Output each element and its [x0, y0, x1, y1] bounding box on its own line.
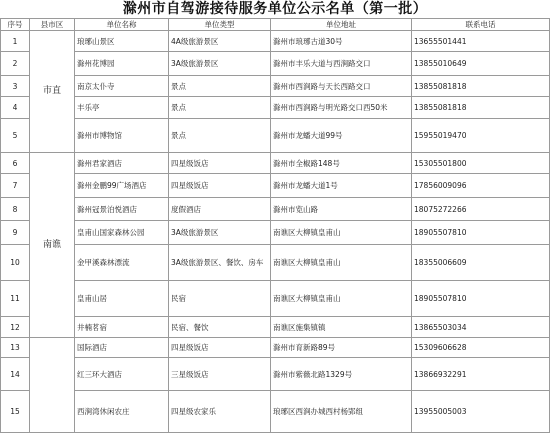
unit-name: 滁州金鹏99广场酒店 — [75, 174, 169, 198]
unit-name: 滁州花博园 — [75, 52, 169, 76]
table-row — [1, 97, 550, 119]
row-no: 11 — [1, 281, 30, 317]
table-row — [1, 119, 550, 153]
unit-address: 南谯区大柳镇皇甫山 — [271, 245, 412, 281]
header-address: 单位地址 — [271, 19, 412, 31]
unit-type: 四星级农家乐 — [169, 391, 271, 433]
unit-name: 滁州市博物馆 — [75, 119, 169, 153]
unit-phone: 15309606628 — [412, 338, 550, 358]
table-row — [1, 52, 550, 76]
row-no: 4 — [1, 97, 30, 119]
unit-address: 滁州市龙蟠大道1号 — [271, 174, 412, 198]
unit-address: 滁州市西涧路与天长西路交口 — [271, 76, 412, 97]
unit-name: 滁州冠景泊悦酒店 — [75, 198, 169, 221]
unit-type: 民宿 — [169, 281, 271, 317]
unit-phone: 15305501800 — [412, 153, 550, 174]
unit-type: 民宿、餐饮 — [169, 317, 271, 338]
district-cell: 市直 — [30, 31, 75, 153]
table-row — [1, 174, 550, 198]
row-no: 6 — [1, 153, 30, 174]
row-no: 8 — [1, 198, 30, 221]
table-row — [1, 198, 550, 221]
unit-name: 皇甫山国家森林公园 — [75, 221, 169, 245]
unit-phone: 17856009096 — [412, 174, 550, 198]
table-row — [1, 338, 550, 358]
row-no: 14 — [1, 358, 30, 391]
unit-name: 丰乐亭 — [75, 97, 169, 119]
unit-address: 滁州市育新路89号 — [271, 338, 412, 358]
header-district: 县市区 — [30, 19, 75, 31]
unit-address: 南谯区大柳镇皇甫山 — [271, 281, 412, 317]
unit-type: 4A级旅游景区 — [169, 31, 271, 52]
unit-name: 皇甫山居 — [75, 281, 169, 317]
row-no: 2 — [1, 52, 30, 76]
table-row — [1, 31, 550, 52]
unit-type: 景点 — [169, 76, 271, 97]
unit-phone: 18075272266 — [412, 198, 550, 221]
unit-type: 四星级饭店 — [169, 153, 271, 174]
table-row — [1, 76, 550, 97]
table-row — [1, 317, 550, 338]
unit-phone: 13865503034 — [412, 317, 550, 338]
unit-type: 3A级旅游景区 — [169, 221, 271, 245]
unit-phone: 13855081818 — [412, 97, 550, 119]
row-no: 9 — [1, 221, 30, 245]
unit-type: 3A级旅游景区 — [169, 52, 271, 76]
table-row — [1, 245, 550, 281]
district-cell: 南谯 — [30, 153, 75, 338]
row-no: 13 — [1, 338, 30, 358]
unit-type: 度假酒店 — [169, 198, 271, 221]
row-no: 15 — [1, 391, 30, 433]
district-cell — [30, 338, 75, 433]
table-row — [1, 153, 550, 174]
unit-name: 国际酒店 — [75, 338, 169, 358]
header-type: 单位类型 — [169, 19, 271, 31]
page-title: 滁州市自驾游接待服务单位公示名单（第一批） — [122, 1, 428, 17]
unit-name: 金甲溪森林漂流 — [75, 245, 169, 281]
unit-type: 景点 — [169, 97, 271, 119]
unit-name: 井楠茗宿 — [75, 317, 169, 338]
table-header-row — [1, 19, 550, 31]
unit-address: 滁州市琅琊古道30号 — [271, 31, 412, 52]
unit-address: 滁州市紫薇北路1329号 — [271, 358, 412, 391]
unit-phone: 18905507810 — [412, 221, 550, 245]
unit-name: 滁州君家酒店 — [75, 153, 169, 174]
header-phone: 联系电话 — [412, 19, 550, 31]
unit-type: 四星级饭店 — [169, 174, 271, 198]
unit-address: 滁州市丰乐大道与西涧路交口 — [271, 52, 412, 76]
unit-phone: 13955005003 — [412, 391, 550, 433]
unit-name: 琅琊山景区 — [75, 31, 169, 52]
unit-type: 三星级饭店 — [169, 358, 271, 391]
unit-type: 3A级旅游景区、餐饮、房车 — [169, 245, 271, 281]
unit-name: 西涧湾休闲农庄 — [75, 391, 169, 433]
table-row — [1, 391, 550, 433]
unit-name: 南京太仆寺 — [75, 76, 169, 97]
table-row — [1, 221, 550, 245]
unit-phone: 15955019470 — [412, 119, 550, 153]
unit-address: 滁州市全椒路148号 — [271, 153, 412, 174]
unit-table — [0, 18, 550, 433]
table-row — [1, 281, 550, 317]
unit-address: 南谯区大柳镇皇甫山 — [271, 221, 412, 245]
unit-type: 四星级饭店 — [169, 338, 271, 358]
unit-phone: 13866932291 — [412, 358, 550, 391]
row-no: 10 — [1, 245, 30, 281]
row-no: 5 — [1, 119, 30, 153]
row-no: 12 — [1, 317, 30, 338]
header-name: 单位名称 — [75, 19, 169, 31]
unit-type: 景点 — [169, 119, 271, 153]
row-no: 1 — [1, 31, 30, 52]
unit-address: 滁州市西涧路与明光路交口西50米 — [271, 97, 412, 119]
table-row — [1, 358, 550, 391]
unit-name: 红三环大酒店 — [75, 358, 169, 391]
unit-phone: 13655501441 — [412, 31, 550, 52]
unit-address: 滁州市览山路 — [271, 198, 412, 221]
unit-address: 滁州市龙蟠大道99号 — [271, 119, 412, 153]
unit-phone: 13855081818 — [412, 76, 550, 97]
unit-phone: 18905507810 — [412, 281, 550, 317]
unit-address: 琅琊区西涧办城西村杨郢组 — [271, 391, 412, 433]
unit-phone: 18355006609 — [412, 245, 550, 281]
unit-phone: 13855010649 — [412, 52, 550, 76]
row-no: 3 — [1, 76, 30, 97]
unit-address: 南谯区施集镇镇 — [271, 317, 412, 338]
row-no: 7 — [1, 174, 30, 198]
header-no: 序号 — [1, 19, 30, 31]
